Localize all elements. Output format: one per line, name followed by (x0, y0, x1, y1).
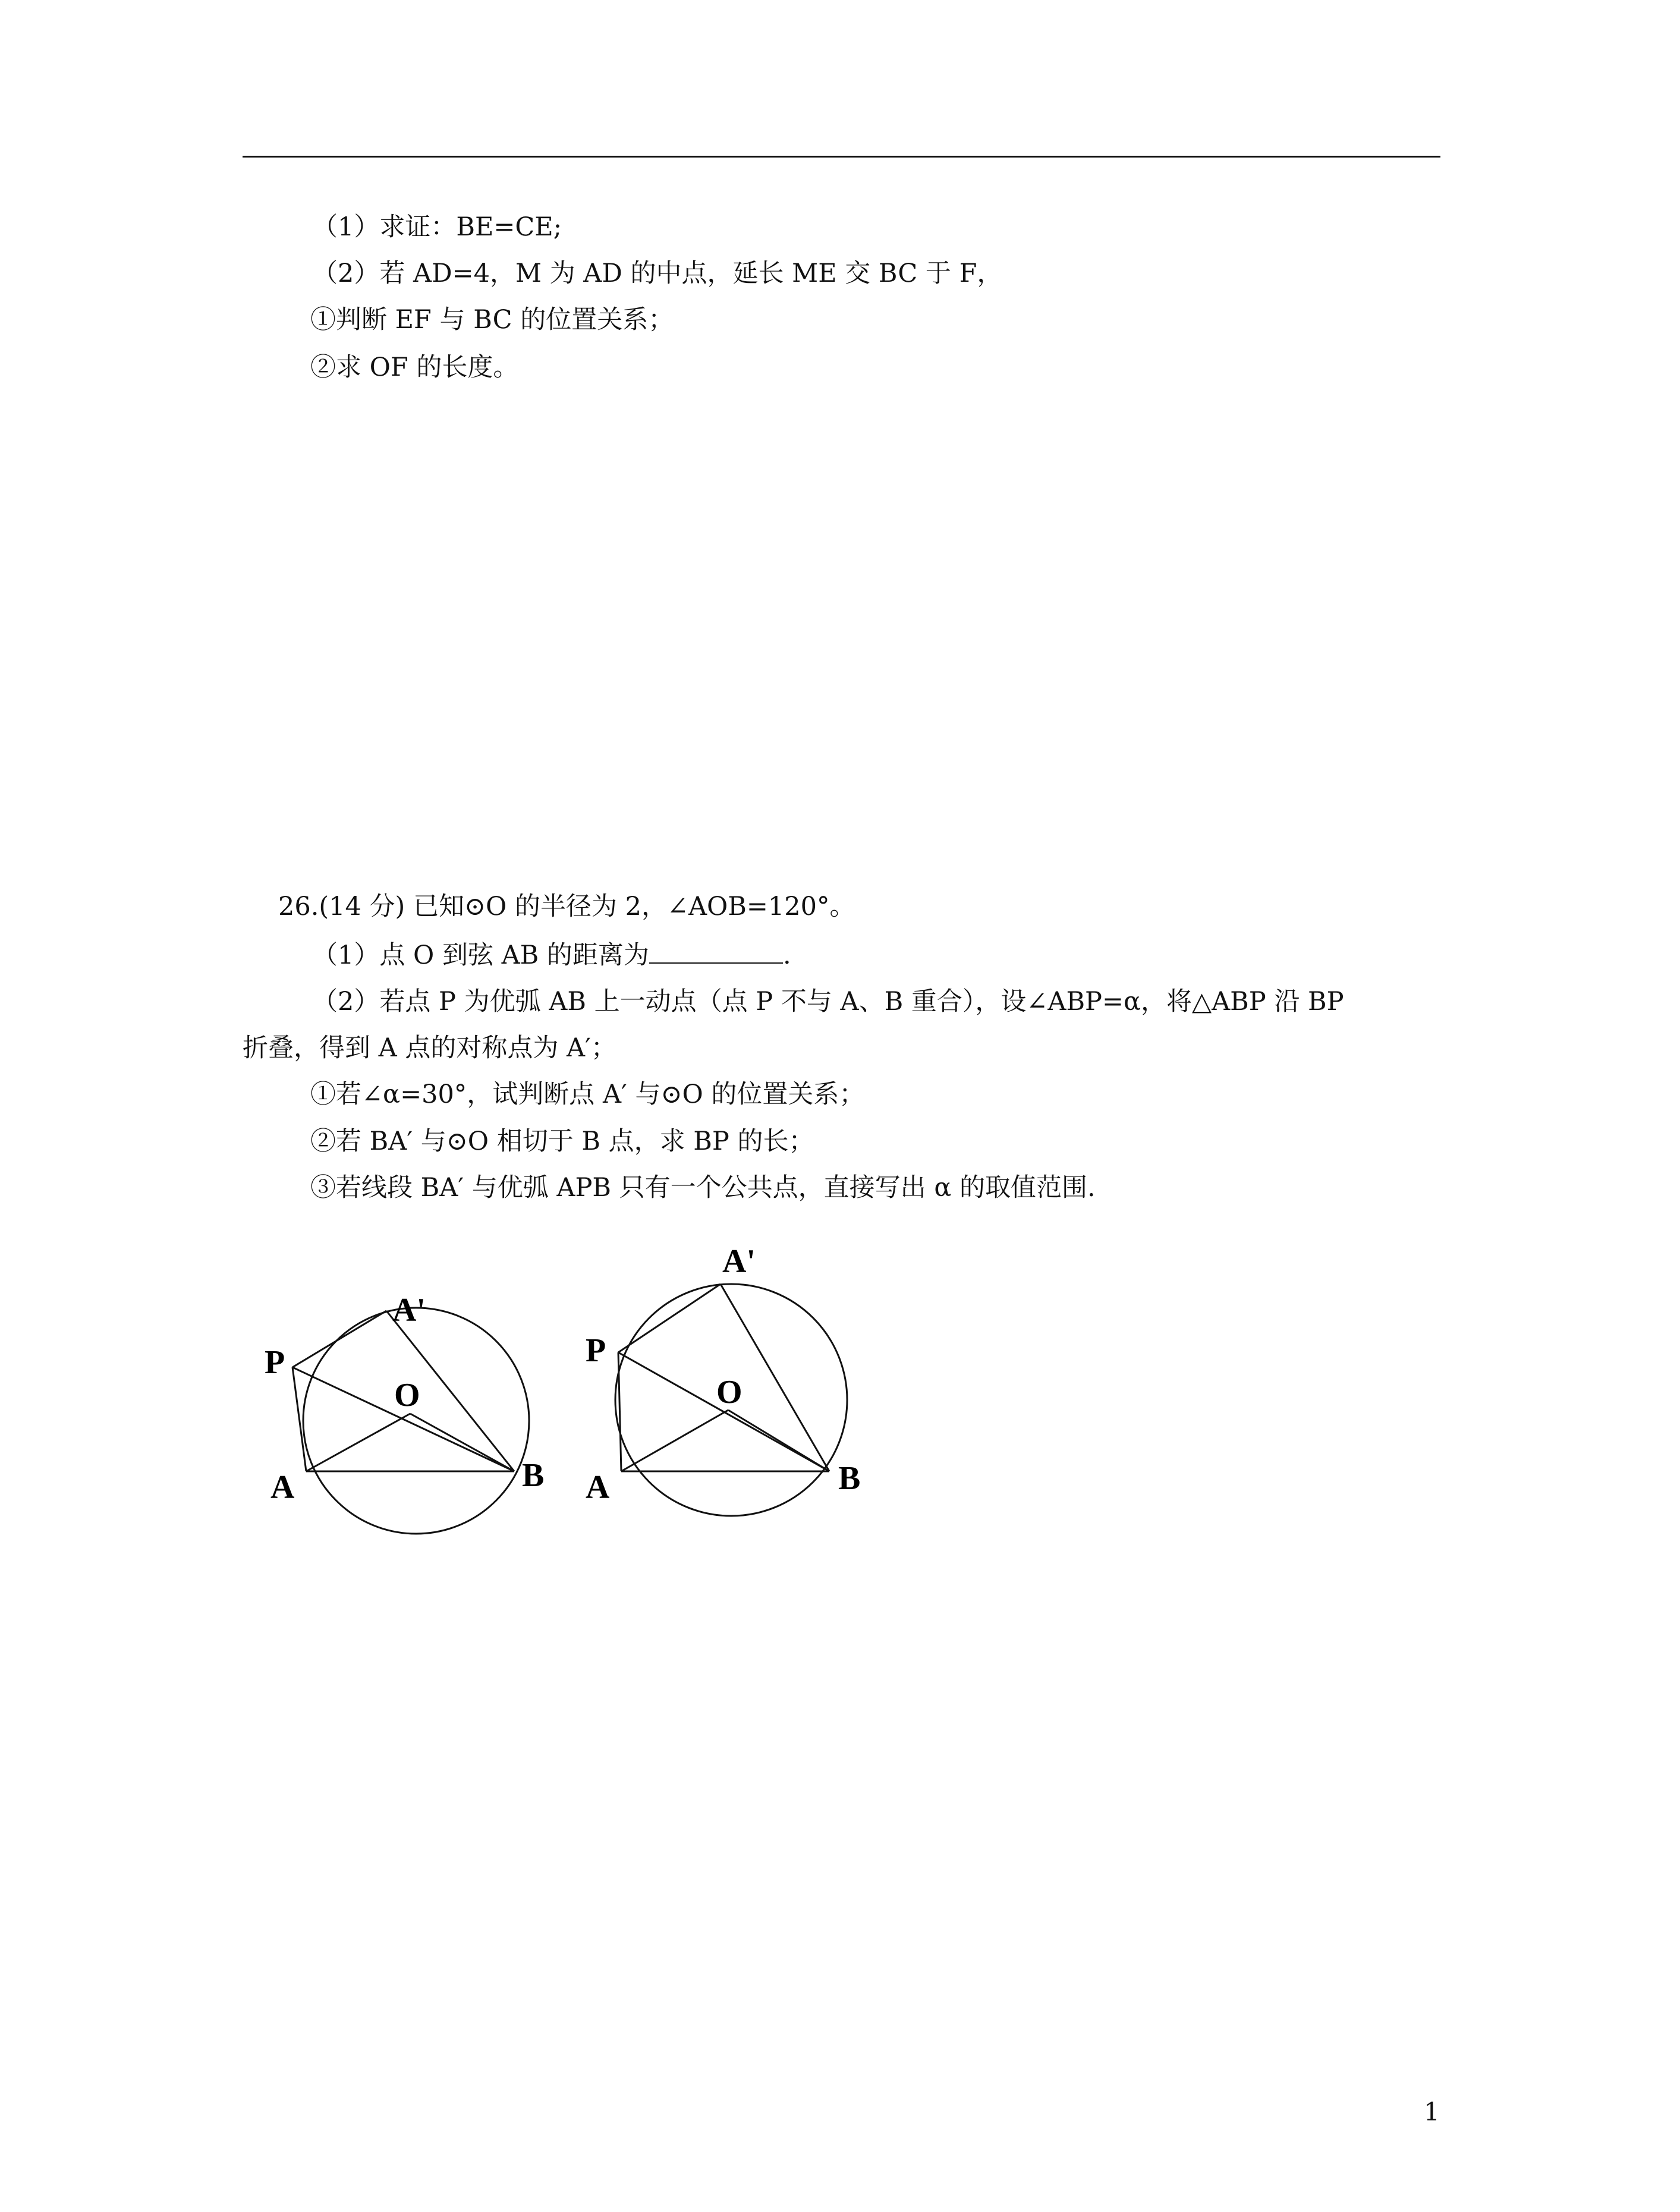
figure-2 (577, 1231, 868, 1546)
prev-sub1: ①判断 EF 与 BC 的位置关系； (310, 305, 674, 335)
fig2-label-b: B (838, 1460, 861, 1497)
answer-blank (649, 936, 783, 964)
fig1-label-a: A (270, 1469, 295, 1506)
fig2-seg-pa-prime (618, 1284, 721, 1352)
fig1-label-p: P (265, 1344, 285, 1381)
page-number: 1 (1424, 2097, 1440, 2126)
problem26-part2-line1: （2）若点 P 为优弧 AB 上一动点（点 P 不与 A、B 重合），设∠ABP=α，将△ABP 沿 BP (312, 987, 1344, 1017)
fig1-circle (303, 1308, 529, 1534)
fig1-seg-pa (292, 1367, 306, 1471)
fig2-seg-pb (618, 1352, 829, 1471)
fig2-label-a: A (586, 1469, 610, 1506)
fig1-label-b: B (522, 1457, 545, 1494)
prev-part2: （2）若 AD=4，M 为 AD 的中点，延长 ME 交 BC 于 F， (312, 259, 1003, 288)
fig1-seg-ob (410, 1414, 514, 1471)
problem26-stem: 26.(14 分) 已知⊙O 的半径为 2，∠AOB=120°。 (278, 892, 855, 921)
fig1-label-a-prime: A' (392, 1292, 426, 1329)
fig2-label-o: O (716, 1374, 743, 1411)
header-rule (243, 156, 1440, 158)
prev-sub2: ②求 OF 的长度。 (310, 353, 519, 382)
figure-1 (256, 1266, 553, 1546)
problem26-sub2: ②若 BA′ 与⊙O 相切于 B 点，求 BP 的长； (310, 1127, 814, 1156)
problem26-part2-line2: 折叠，得到 A 点的对称点为 A′； (243, 1033, 616, 1063)
fig2-label-a-prime: A' (722, 1243, 756, 1280)
fig1-label-o: O (394, 1377, 420, 1414)
fig1-seg-pa-prime (292, 1311, 386, 1367)
part1-end: . (782, 940, 791, 970)
prev-part1: （1）求证：BE=CE; (312, 212, 562, 242)
problem26-sub1: ①若∠α=30°，试判断点 A′ 与⊙O 的位置关系； (310, 1080, 865, 1109)
fig1-seg-ao (306, 1414, 410, 1471)
fig2-label-p: P (586, 1332, 606, 1369)
fig2-seg-ao (621, 1410, 728, 1471)
problem26-part1 (312, 936, 791, 973)
problem26-sub3: ③若线段 BA′ 与优弧 APB 只有一个公共点，直接写出 α 的取值范围. (310, 1173, 1096, 1203)
part1-text: （1）点 O 到弦 AB 的距离为 (312, 940, 649, 970)
